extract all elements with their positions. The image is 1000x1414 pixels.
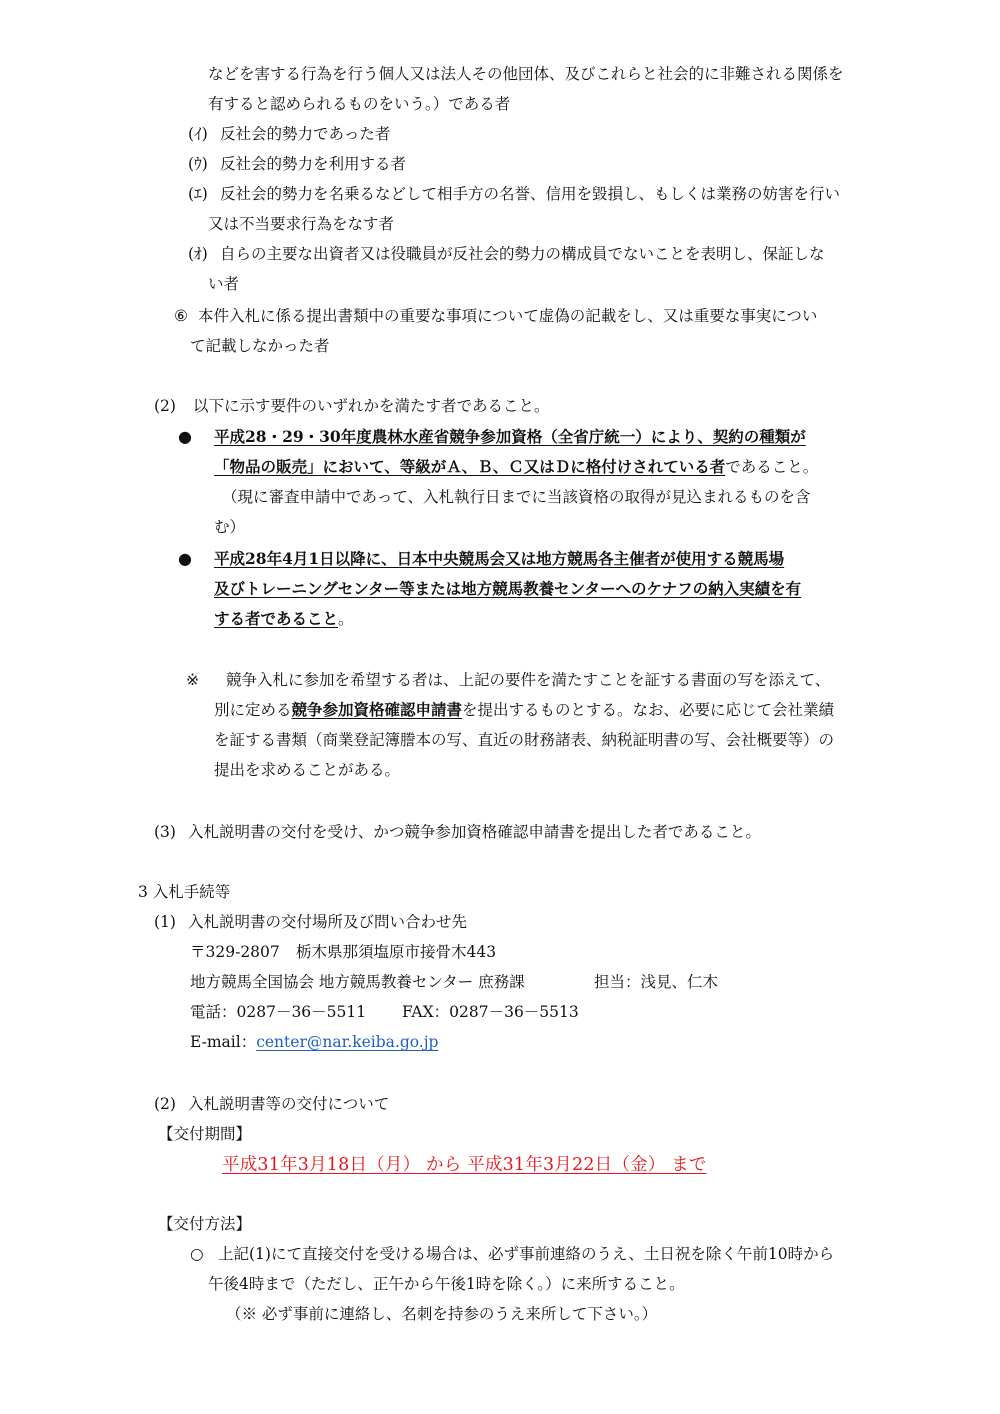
req-mark: (3) <box>154 823 176 841</box>
application-form-name: 競争参加資格確認申請書 <box>291 700 463 719</box>
sub-item-mark: (ｳ) <box>188 155 208 173</box>
sub-item-mark: (ｴ) <box>188 185 208 203</box>
requirement-text <box>214 457 818 477</box>
email-row <box>190 1032 438 1052</box>
email-label: E-mail： <box>190 1033 257 1051</box>
section-heading: 3 入札手続等 <box>138 883 231 901</box>
sub-item-text: 反社会的勢力を名乗るなどして相手方の名誉、信用を毀損し、もしくは業務の妨害を行い <box>220 185 841 203</box>
sub-mark: (1) <box>154 913 176 931</box>
requirement-text: （現に審査申請中であって、入札執行日までに当該資格の取得が見込まれるものを含 <box>222 488 811 506</box>
requirement-bold-text: 及びトレーニングセンター等または地方競馬教養センターへのケナフの納入実績を有 <box>214 579 802 598</box>
requirement-text: 。 <box>338 610 354 628</box>
note-text: 別に定める <box>214 701 292 719</box>
req-text: 入札説明書の交付を受け、かつ競争参加資格確認申請書を提出した者であること。 <box>188 823 761 841</box>
sub-item-text: 反社会的勢力であった者 <box>220 125 391 143</box>
requirement-bold-text: 平成28・29・30年度農林水産省競争参加資格（全省庁統一）により、契約の種類が <box>214 427 806 446</box>
sub-item-text: 反社会的勢力を利用する者 <box>220 155 407 173</box>
text-line: などを害する行為を行う個人又は法人その他団体、及びこれらと社会的に非難される関係を <box>208 65 844 83</box>
sub-item-mark: (ｵ) <box>188 245 208 263</box>
sub-title: 入札説明書の交付場所及び問い合わせ先 <box>188 913 468 931</box>
requirement-text: む） <box>214 518 246 536</box>
note-mark: ※ <box>186 671 199 689</box>
email-link[interactable]: center@nar.keiba.go.jp <box>256 1033 439 1051</box>
sub-item-text: い者 <box>208 275 240 293</box>
method-note: （※ 必ず事前に連絡し、名刺を持参のうえ来所して下さい。） <box>226 1305 658 1323</box>
item-text: て記載しなかった者 <box>190 337 330 355</box>
requirement-text <box>214 609 354 629</box>
note-text: 提出を求めることがある。 <box>214 761 401 779</box>
method-text: 午後4時まで（ただし、正午から午後1時を除く。）に来所すること。 <box>208 1275 685 1293</box>
bullet-icon: ● <box>178 549 192 568</box>
issuance-period: 平成31年3月18日（月） から 平成31年3月22日（金） まで <box>222 1155 707 1175</box>
req-text: 以下に示す要件のいずれかを満たす者であること。 <box>193 397 550 415</box>
note-text <box>214 700 834 720</box>
item-mark: ⑥ <box>174 307 188 325</box>
method-text: 上記(1)にて直接交付を受ける場合は、必ず事前連絡のうえ、土日祝を除く午前10時から <box>218 1245 835 1263</box>
bullet-icon: ● <box>178 427 192 446</box>
address: 栃木県那須塩原市接骨木443 <box>296 943 497 961</box>
text-line: 有すると認められるものをいう。）である者 <box>208 95 511 113</box>
sub-title: 入札説明書等の交付について <box>188 1095 390 1113</box>
phone-number: 電話：0287－36－5511 <box>190 1003 367 1021</box>
method-label: 【交付方法】 <box>158 1215 252 1233</box>
note-text: を証する書類（商業登記簿謄本の写、直近の財務諸表、納税証明書の写、会社概要等）の <box>214 731 835 749</box>
postal-code: 〒329-2807 <box>190 943 280 961</box>
sub-mark: (2) <box>154 1095 176 1113</box>
item-text: 本件入札に係る提出書類中の重要な事項について虚偽の記載をし、又は重要な事実につい <box>198 307 818 325</box>
sub-item-text: 自らの主要な出資者又は役職員が反社会的勢力の構成員でないことを表明し、保証しな <box>220 245 825 263</box>
requirement-bold-text: する者であること <box>214 609 339 628</box>
circle-bullet: ○ <box>190 1245 204 1263</box>
requirement-text: であること。 <box>725 458 819 476</box>
sub-item-text: 又は不当要求行為をなす者 <box>208 215 395 233</box>
fax-number: FAX：0287－36－5513 <box>402 1003 579 1021</box>
sub-item-mark: (ｲ) <box>188 125 208 143</box>
organization: 地方競馬全国協会 地方競馬教養センター 庶務課 <box>190 973 525 991</box>
note-text: を提出するものとする。なお、必要に応じて会社業績 <box>462 701 835 719</box>
requirement-bold-text: 「物品の販売」において、等級がＡ、Ｂ、Ｃ又はＤに格付けされている者 <box>214 457 726 476</box>
requirement-bold-text: 平成28年4月1日以降に、日本中央競馬会又は地方競馬各主催者が使用する競馬場 <box>214 549 785 568</box>
contact-person: 担当：浅見、仁木 <box>594 973 719 991</box>
note-text: 競争入札に参加を希望する者は、上記の要件を満たすことを証する書面の写を添えて、 <box>226 671 831 689</box>
period-label: 【交付期間】 <box>158 1125 252 1143</box>
req-mark: (2) <box>154 397 176 415</box>
